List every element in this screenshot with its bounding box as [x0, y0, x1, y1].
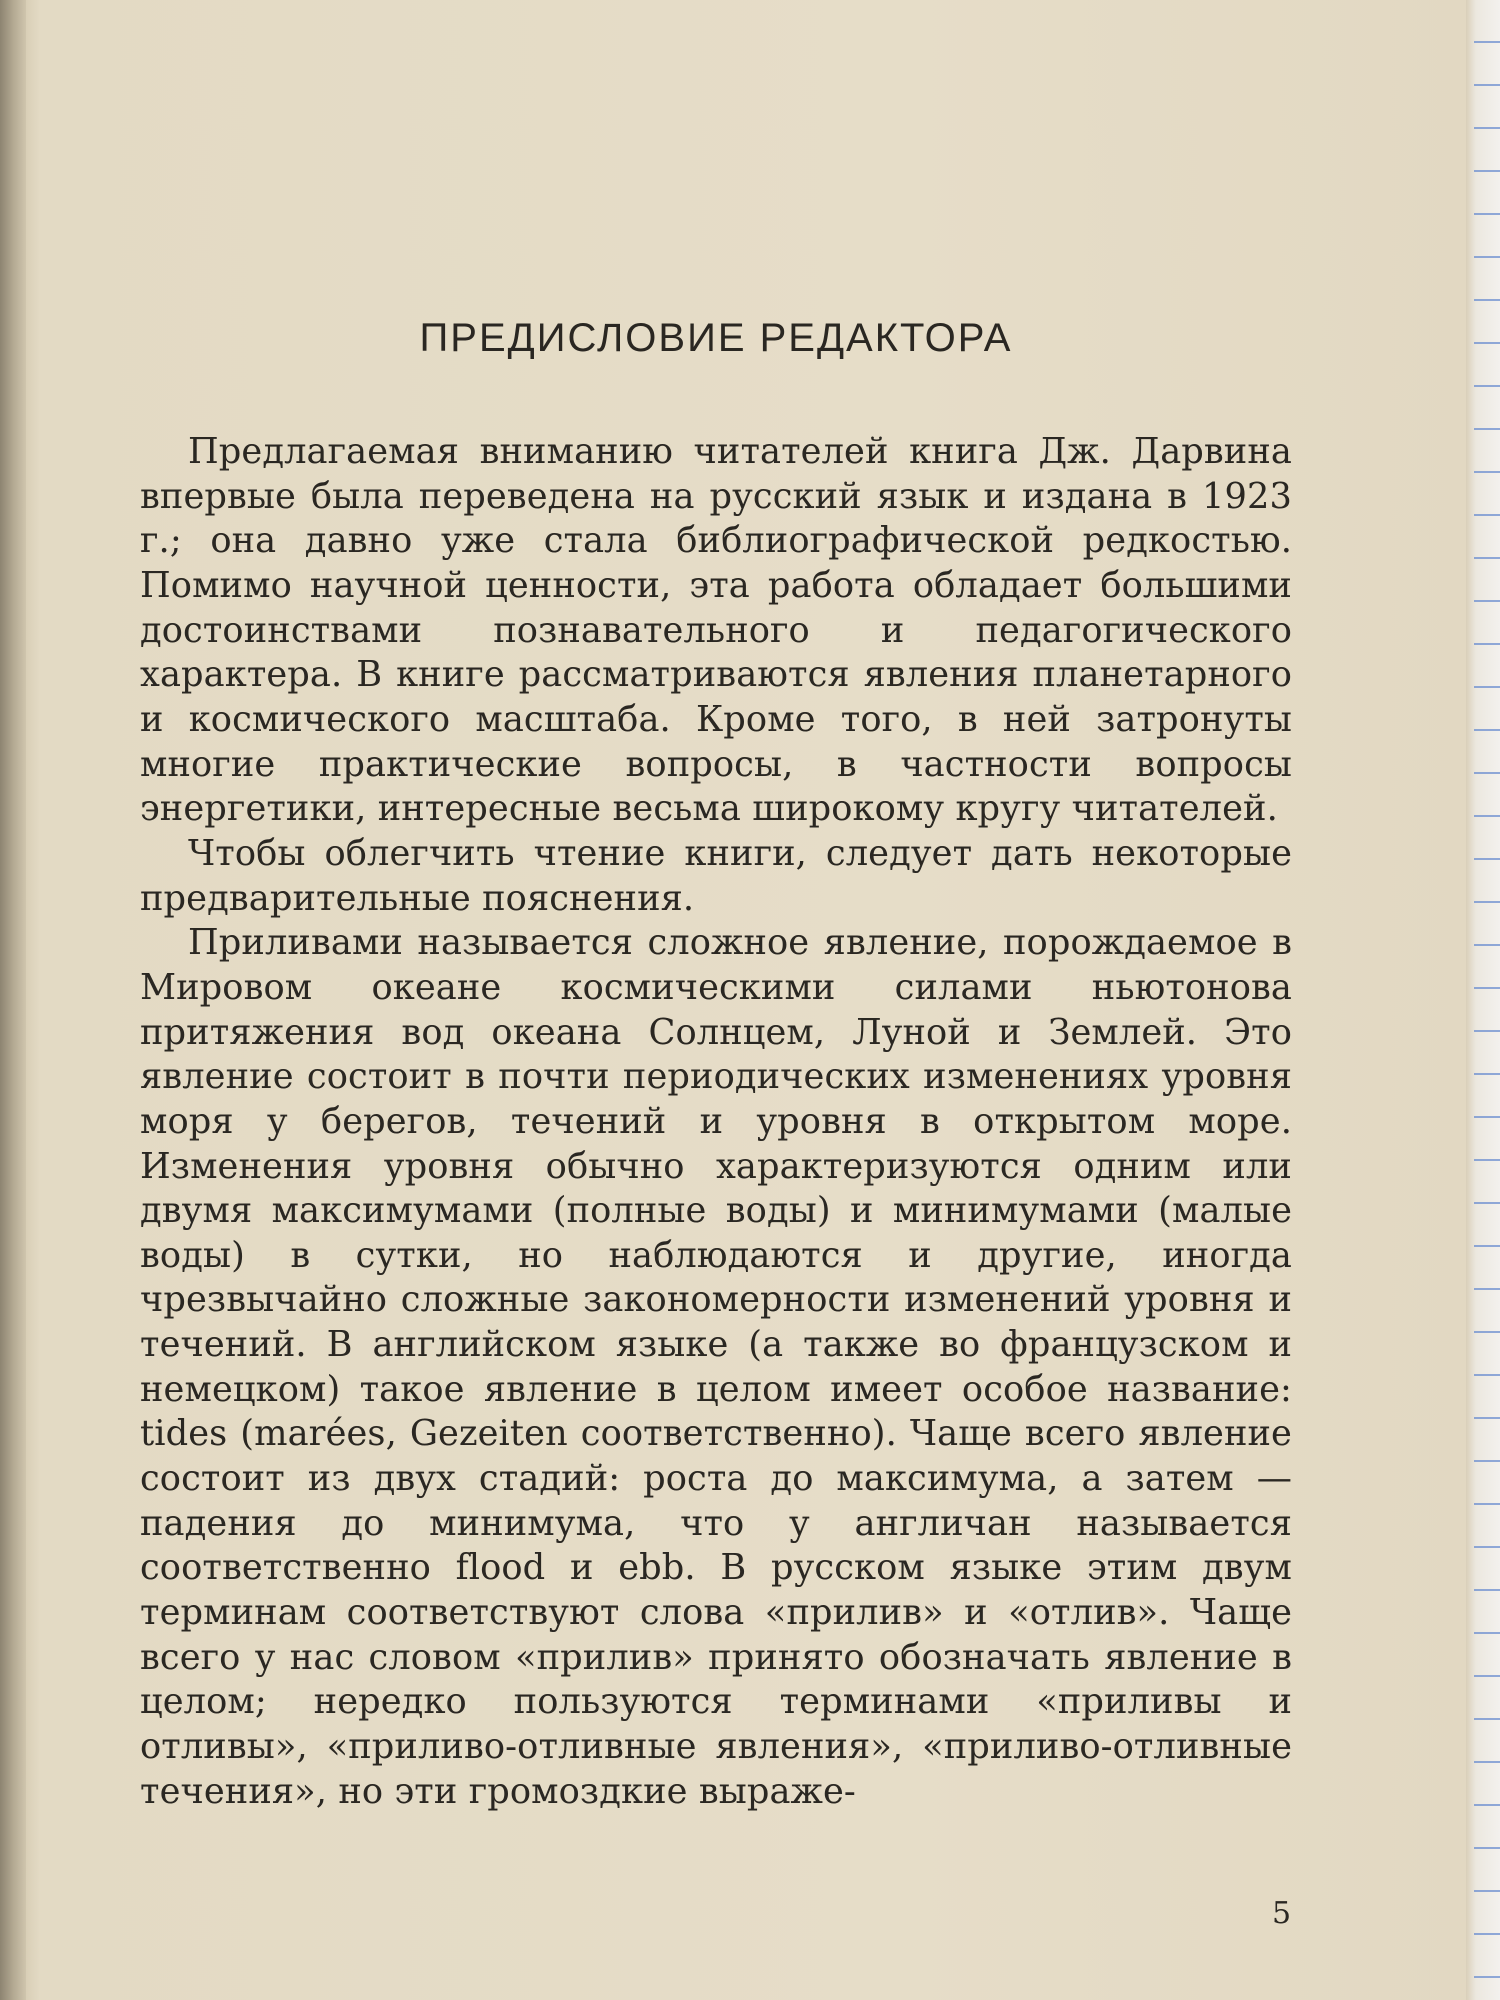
page-number: 5 [1272, 1896, 1292, 1931]
page-text [140, 316, 1292, 1814]
paragraph: Чтобы облегчить чтение книги, следует дать некоторые предварительные пояснения. [140, 832, 1292, 919]
book-binding [0, 0, 26, 2000]
lined-paper-edge [1474, 0, 1500, 2000]
paragraph: Предлагаемая вниманию читателей книга Дж. Дарвина впервые была переведена на русский язык и издана в 1923 г.; она давно уже стала библиографической редкостью. Помимо научной ценности, эта работа обладает большими достоинствами познавательного и педагогического характера. В книге рассматриваются явления планетарного и космического масштаба. Кроме того, в ней затронуты многие практические вопросы, в частности вопросы энергетики, интересные весьма широкому кругу читателей. [140, 431, 1292, 830]
page-heading: ПРЕДИСЛОВИЕ РЕДАКТОРА [419, 316, 1013, 360]
paragraph: Приливами называется сложное явление, порождаемое в Мировом океане космическими силами ньютонова притяжения вод океана Солнцем, Луной и Землей. Это явление состоит в почти периодических изменениях уровня моря у берегов, течений и уровня в открытом море. Изменения уровня обычно характеризуются одним или двумя максимумами (полные воды) и минимумами (малые воды) в сутки, но наблюдаются и другие, иногда чрезвычайно сложные закономерности изменений уровня и течений. В английском языке (а также во французском и немецком) такое явление в целом имеет особое название: tides (marées, Gezeiten соответственно). Чаще всего явление состоит из двух стадий: роста до максимума, а затем — падения до минимума, что у англичан называется соответственно flood и ebb. В русском языке этим двум терминам соответствуют слова «прилив» и «отлив». Чаще всего у нас словом «прилив» принято обозначать явление в целом; нередко пользуются терминами «приливы и отливы», «приливо-отливные явления», «приливо-отливные течения», но эти громоздкие выраже- [140, 922, 1292, 1812]
